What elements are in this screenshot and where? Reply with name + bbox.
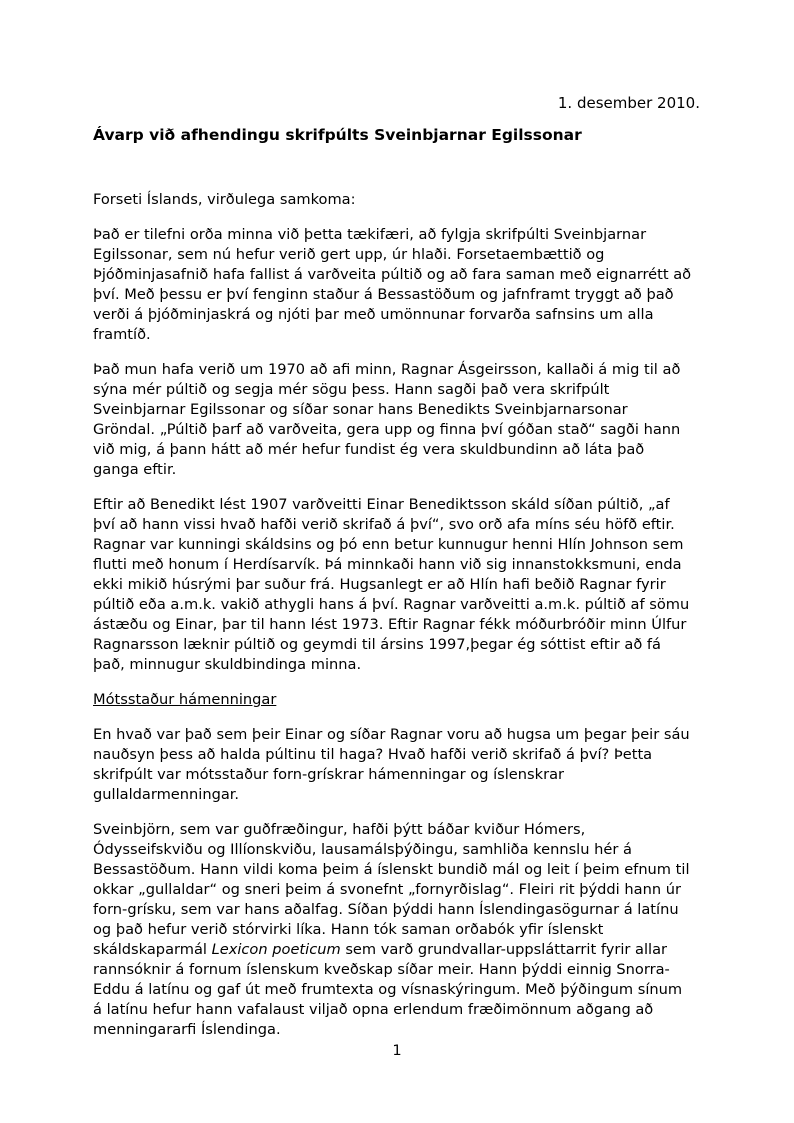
line: það, minnugur skuldbindinga minna. <box>93 656 362 673</box>
line: Egilssonar, sem nú hefur verið gert upp, úr hlaði. Forsetaembættið og <box>93 246 605 263</box>
line: og það hefur verið stórvirki líka. Hann tók saman orðabók yfir íslenskt <box>93 921 604 938</box>
line: sýna mér púltið og segja mér sögu þess. Hann sagði það vera skrifpúlt <box>93 381 610 398</box>
line: okkar „gullaldar“ og sneri þeim á svonefnt „fornyrðislag“. Fleiri rit þýddi hann úr <box>93 881 681 898</box>
line: nauðsyn þess að halda púltinu til haga? Hvað hafði verið skrifað á því? Þetta <box>93 746 653 763</box>
line: verði á þjóðminjaskrá og njóti þar með umönnunar forvarða safnsins um alla <box>93 306 654 323</box>
document-title: Ávarp við afhendingu skrifpúlts Sveinbjarnar Egilssonar <box>93 126 582 144</box>
paragraph-1 <box>93 225 705 345</box>
line: Gröndal. „Púltið þarf að varðveita, gera upp og finna því góðan stað“ sagði hann <box>93 421 681 438</box>
paragraph-3 <box>93 495 705 675</box>
document-body <box>93 190 705 1055</box>
line: Þjóðminjasafnið hafa fallist á varðveita púltið og að fara saman með eignarrétt að <box>93 266 692 283</box>
line: framtíð. <box>93 326 151 343</box>
line: menningararfi Íslendinga. <box>93 1021 281 1038</box>
line: á latínu hefur hann vafalaust viljað opna erlendum fræðimönnum aðgang að <box>93 1001 654 1018</box>
line: En hvað var það sem þeir Einar og síðar Ragnar voru að hugsa um þegar þeir sáu <box>93 726 690 743</box>
line: Eftir að Benedikt lést 1907 varðveitti Einar Benediktsson skáld síðan púltið, „af <box>93 496 670 513</box>
line <box>93 941 667 958</box>
page-number: 1 <box>392 1042 402 1059</box>
line-text: skáldskaparmál <box>93 941 212 958</box>
line-text: sem varð grundvallar-uppsláttarrit fyrir allar <box>340 941 668 958</box>
line: Það mun hafa verið um 1970 að afi minn, Ragnar Ásgeirsson, kallaði á mig til að <box>93 361 681 378</box>
paragraph-4 <box>93 725 705 805</box>
line: Sveinbjarnar Egilssonar og síðar sonar hans Benedikts Sveinbjarnarsonar <box>93 401 628 418</box>
line: því. Með þessu er því fenginn staður á Bessastöðum og jafnframt tryggt að það <box>93 286 674 303</box>
line: skrifpúlt var mótsstaður forn-grískrar hámenningar og íslenskrar <box>93 766 565 783</box>
line: Bessastöðum. Hann vildi koma þeim á íslenskt bundið mál og leit í þeim efnum til <box>93 861 690 878</box>
line: ganga eftir. <box>93 461 177 478</box>
line: því að hann vissi hvað hafði verið skrifað á því“, svo orð afa míns séu höfð eftir. <box>93 516 675 533</box>
italic-title: Lexicon poeticum <box>211 941 341 958</box>
line: ástæðu og Einar, þar til hann lést 1973. Eftir Ragnar fékk móðurbróðir minn Úlfur <box>93 616 687 633</box>
line: Ragnar var kunningi skáldsins og þó enn betur kunnugur henni Hlín Johnson sem <box>93 536 684 553</box>
line: Ragnarsson læknir púltið og geymdi til ársins 1997,þegar ég sóttist eftir að fá <box>93 636 661 653</box>
line: Eddu á latínu og gaf út með frumtexta og vísnaskýringum. Með þýðingum sínum <box>93 981 683 998</box>
line: flutti með honum í Herdísarvík. Þá minnkaði hann við sig innanstokksmuni, enda <box>93 556 682 573</box>
line: Það er tilefni orða minna við þetta tækifæri, að fylgja skrifpúlti Sveinbjarnar <box>93 226 647 243</box>
line: Sveinbjörn, sem var guðfræðingur, hafði þýtt báðar kviður Hómers, <box>93 821 586 838</box>
section-heading: Mótsstaður hámenningar <box>93 691 277 708</box>
salutation: Forseti Íslands, virðulega samkoma: <box>93 191 356 208</box>
document-date: 1. desember 2010. <box>557 94 700 112</box>
paragraph-5 <box>93 820 705 1040</box>
line: ekki mikið húsrými þar suður frá. Hugsanlegt er að Hlín hafi beðið Ragnar fyrir <box>93 576 666 593</box>
line: rannsóknir á fornum íslenskum kveðskap síðar meir. Hann þýddi einnig Snorra- <box>93 961 670 978</box>
line: forn-grísku, sem var hans aðalfag. Síðan þýddi hann Íslendingasögurnar á latínu <box>93 901 679 918</box>
line: Ódysseifskviðu og Illíonskviðu, lausamálsþýðingu, samhliða kennslu hér á <box>93 841 632 858</box>
line: gullaldarmenningar. <box>93 786 240 803</box>
line: púltið eða a.m.k. vakið athygli hans á því. Ragnar varðveitti a.m.k. púltið af sömu <box>93 596 690 613</box>
line: við mig, á þann hátt að mér hefur fundist ég vera skuldbundinn að láta það <box>93 441 645 458</box>
paragraph-2 <box>93 360 705 480</box>
